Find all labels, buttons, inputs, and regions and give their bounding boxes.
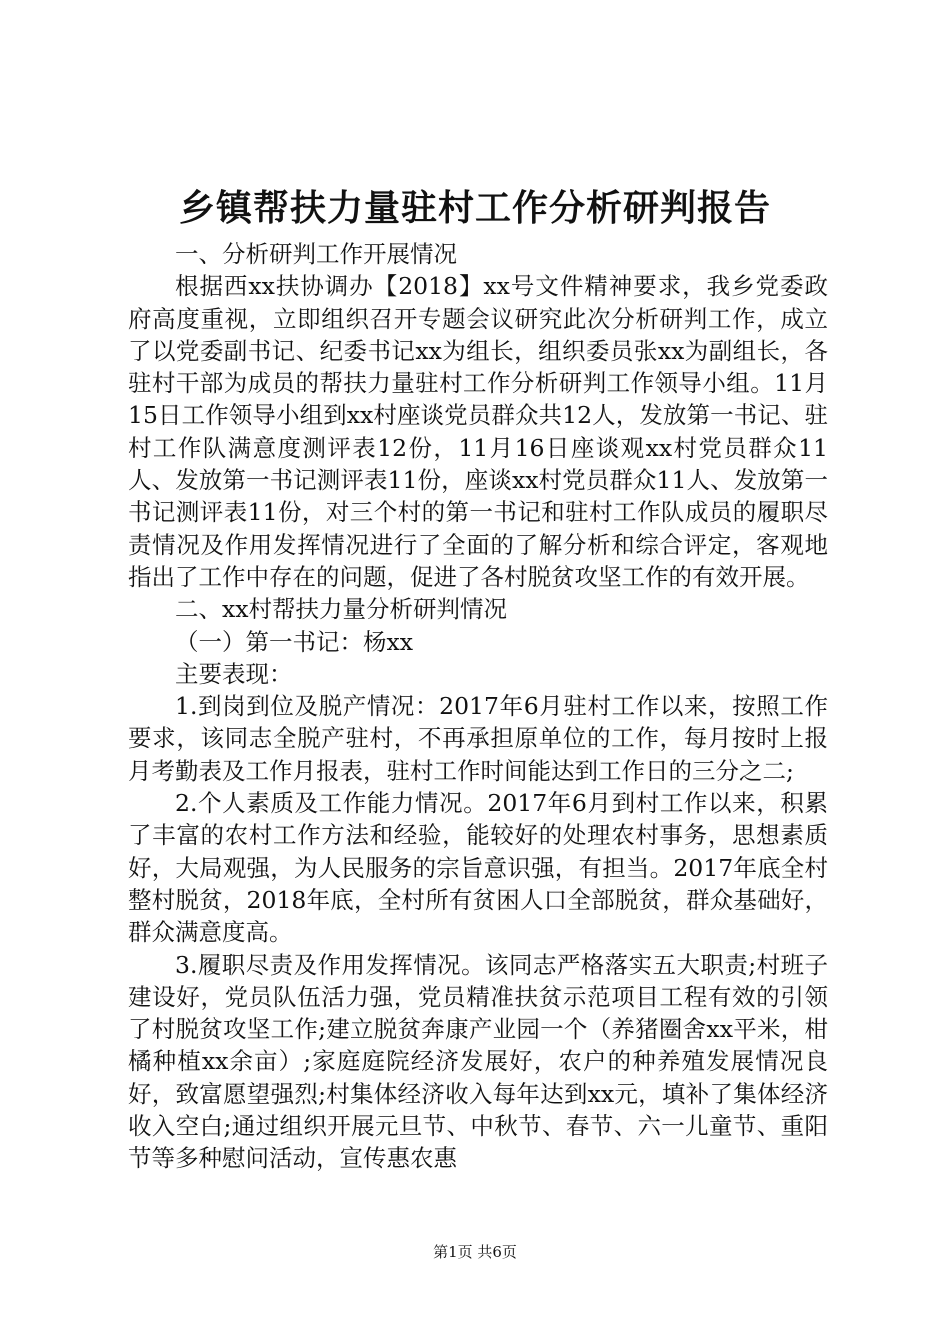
paragraph-item-1: 1.到岗到位及脱产情况：2017年6月驻村工作以来，按照工作要求，该同志全脱产驻村，不再承担原单位的工作，每月按时上报月考勤表及工作月报表，驻村工作时间能达到工作日的三分之二; [128, 692, 828, 785]
page-total: 共6页 [477, 1243, 517, 1261]
page-footer [0, 1242, 950, 1262]
document-body [128, 238, 828, 1175]
paragraph-item-2: 2.个人素质及工作能力情况。2017年6月到村工作以来，积累了丰富的农村工作方法和经验，能较好的处理农村事务，思想素质好，大局观强，为人民服务的宗旨意识强，有担当。2017年底全村整村脱贫，2018年底，全村所有贫困人口全部脱贫，群众基础好，群众满意度高。 [128, 789, 828, 947]
paragraph-background: 根据西xx扶协调办【2018】xx号文件精神要求，我乡党委政府高度重视，立即组织召开专题会议研究此次分析研判工作，成立了以党委副书记、纪委书记xx为组长，组织委员张xx为副组长，各驻村干部为成员的帮扶力量驻村工作分析研判工作领导小组。11月15日工作领导小组到xx村座谈党员群众共12人，发放第一书记、驻村工作队满意度测评表12份，11月16日座谈观xx村党员群众11人、发放第一书记测评表11份，座谈xx村党员群众11人、发放第一书记测评表11份，对三个村的第一书记和驻村工作队成员的履职尽责情况及作用发挥情况进行了全面的了解分析和综合评定，客观地指出了工作中存在的问题，促进了各村脱贫攻坚工作的有效开展。 [128, 272, 828, 591]
paragraph-item-3: 3.履职尽责及作用发挥情况。该同志严格落实五大职责;村班子建设好，党员队伍活力强，党员精准扶贫示范项目工程有效的引领了村脱贫攻坚工作;建立脱贫奔康产业园一个（养猪圈舍xx平米，柑橘种植xx余亩）;家庭庭院经济发展好，农户的种养殖发展情况良好，致富愿望强烈;村集体经济收入每年达到xx元，填补了集体经济收入空白;通过组织开展元旦节、中秋节、春节、六一儿童节、重阳节等多种慰问活动，宣传惠农惠 [128, 950, 828, 1173]
section-heading-2: 二、xx村帮扶力量分析研判情况 [175, 595, 508, 624]
main-performance-label: 主要表现： [175, 659, 293, 688]
subsection-heading: （一）第一书记：杨xx [175, 627, 414, 656]
page-number: 第1页 [433, 1243, 473, 1261]
document-title: 乡镇帮扶力量驻村工作分析研判报告 [178, 187, 771, 229]
section-heading-1: 一、分析研判工作开展情况 [175, 240, 457, 268]
